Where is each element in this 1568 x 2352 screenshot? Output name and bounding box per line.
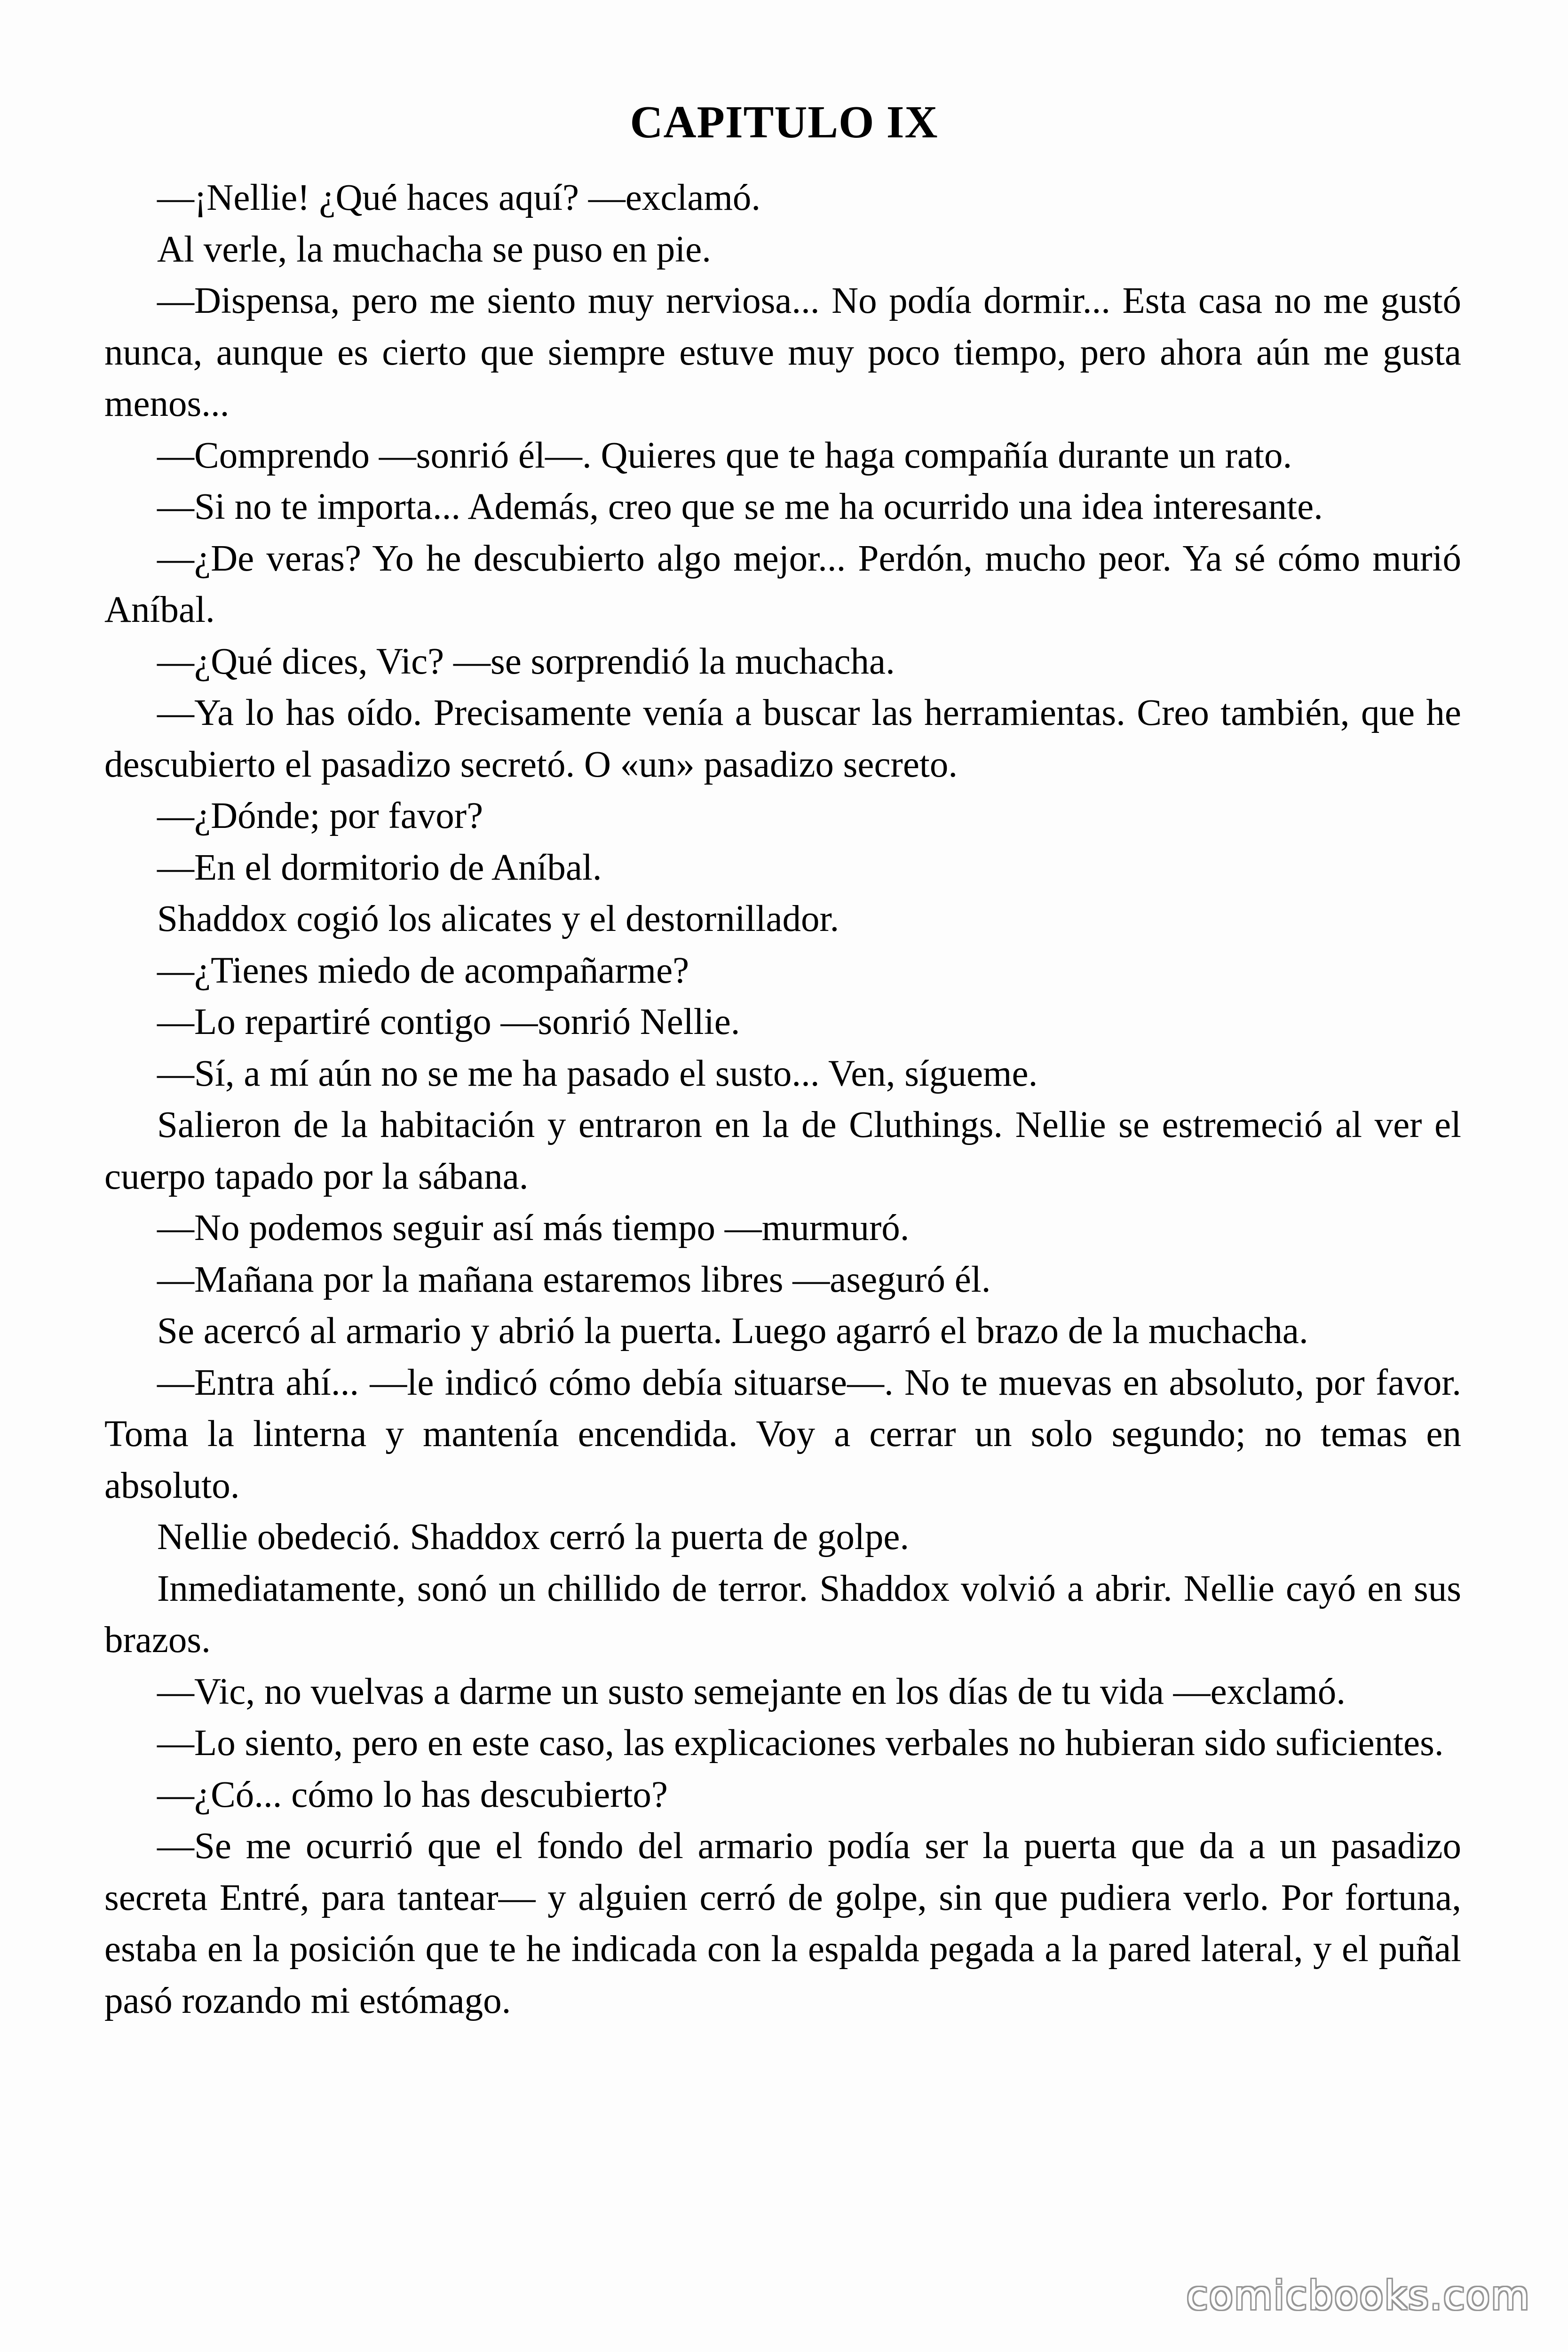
paragraph: —En el dormitorio de Aníbal. xyxy=(157,847,602,888)
paragraph: —Entra ahí... —le indicó cómo debía situarse—. No te muevas en absoluto, por favor. Toma la linterna y mantenía encendida. Voy a cerrar un solo segundo; no temas en absoluto. xyxy=(104,1362,1461,1506)
paragraph: Al verle, la muchacha se puso en pie. xyxy=(157,229,711,270)
paragraph: —¿De veras? Yo he descubierto algo mejor... Perdón, mucho peor. Ya sé cómo murió Aníbal. xyxy=(104,538,1461,630)
paragraph: —Ya lo has oído. Precisamente venía a buscar las herramientas. Creo también, que he descubierto el pasadizo secretó. O «un» pasadizo secreto. xyxy=(104,692,1461,785)
paragraph: Inmediatamente, sonó un chillido de terror. Shaddox volvió a abrir. Nellie cayó en sus brazos. xyxy=(104,1568,1461,1661)
paragraph: Shaddox cogió los alicates y el destornillador. xyxy=(157,898,839,939)
paragraph: Nellie obedeció. Shaddox cerró la puerta de golpe. xyxy=(157,1517,910,1557)
paragraph: —Dispensa, pero me siento muy nerviosa... No podía dormir... Esta casa no me gustó nunca, aunque es cierto que siempre estuve muy poco tiempo, pero ahora aún me gusta menos... xyxy=(104,280,1461,424)
paragraph: —Lo siento, pero en este caso, las explicaciones verbales no hubieran sido suficientes. xyxy=(157,1723,1444,1764)
paragraph: —¿Có... cómo lo has descubierto? xyxy=(157,1774,668,1815)
paragraph: —Mañana por la mañana estaremos libres —aseguró él. xyxy=(157,1259,991,1300)
paragraph: Se acercó al armario y abrió la puerta. Luego agarró el brazo de la muchacha. xyxy=(157,1311,1308,1351)
chapter-title: CAPITULO IX xyxy=(630,96,938,147)
paragraph: —¿Tienes miedo de acompañarme? xyxy=(157,950,689,991)
chapter-body xyxy=(104,172,1461,2026)
paragraph: Salieron de la habitación y entraron en la de Cluthings. Nellie se estremeció al ver el cuerpo tapado por la sábana. xyxy=(104,1104,1461,1197)
paragraph: —Si no te importa... Además, creo que se me ha ocurrido una idea interesante. xyxy=(157,486,1323,527)
watermark: comicbooks.com xyxy=(1186,2273,1530,2319)
paragraph: —Comprendo —sonrió él—. Quieres que te haga compañía durante un rato. xyxy=(157,435,1292,476)
paragraph: —¡Nellie! ¿Qué haces aquí? —exclamó. xyxy=(157,177,761,218)
paragraph: —Se me ocurrió que el fondo del armario podía ser la puerta que da a un pasadizo secreta Entré, para tantear— y alguien cerró de golpe, sin que pudiera verlo. Por fortuna, estaba en la posición que te he indicada con la espalda pegada a la pared lateral, y el puñal pasó rozando mi estómago. xyxy=(104,1826,1461,2021)
paragraph: —Vic, no vuelvas a darme un susto semejante en los días de tu vida —exclamó. xyxy=(157,1671,1346,1712)
paragraph: —No podemos seguir así más tiempo —murmuró. xyxy=(157,1208,910,1248)
paragraph: —¿Dónde; por favor? xyxy=(157,795,483,836)
paragraph: —¿Qué dices, Vic? —se sorprendió la muchacha. xyxy=(157,641,895,682)
paragraph: —Sí, a mí aún no se me ha pasado el susto... Ven, sígueme. xyxy=(157,1053,1038,1094)
paragraph: —Lo repartiré contigo —sonrió Nellie. xyxy=(157,1001,740,1042)
